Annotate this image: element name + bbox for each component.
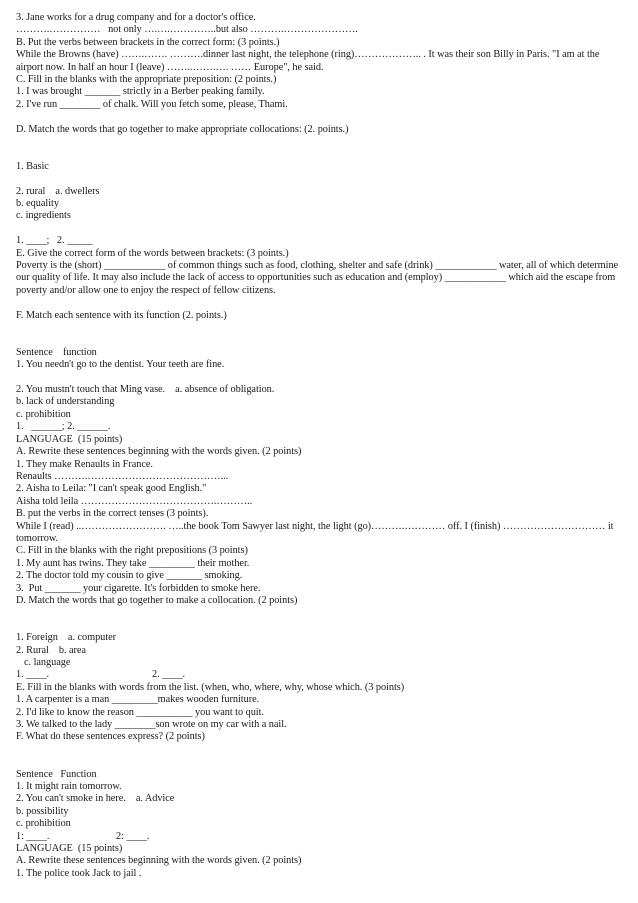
spacer xyxy=(16,111,626,123)
spacer xyxy=(16,372,626,384)
section-heading: A. Rewrite these sentences beginning with the words given. (2 points) xyxy=(16,446,302,458)
text-paragraph: While the Browns (have) …….……. ……….dinner last night, the telephone (ring)……………….. . It was their son Billy in Paris. "I am at the airport now. In half an hour I (leave) ……..…….…. …… Europe", he said. xyxy=(16,49,600,73)
section-heading: A. Rewrite these sentences beginning with the words given. (2 points) xyxy=(16,855,302,867)
spacer xyxy=(16,607,626,632)
section-heading: E. Fill in the blanks with words from the list. (when, who, where, why, whose which. (3 points) xyxy=(16,681,405,693)
text-line: Renaults ……….…………………………………... xyxy=(16,470,229,482)
section-heading: F. What do these sentences express? (2 points) xyxy=(16,731,205,743)
text-line: c. prohibition xyxy=(16,818,71,830)
text-line: 1. Foreign a. computer xyxy=(16,632,116,644)
section-heading: B. Put the verbs between brackets in the correct form: (3 points.) xyxy=(16,36,280,48)
text-line: 1. ______; 2. ______. xyxy=(16,421,111,433)
text-line: c. language xyxy=(24,657,71,668)
section-heading: B. put the verbs in the correct tenses (3 points). xyxy=(16,508,209,520)
text-line: 1. It might rain tomorrow. xyxy=(16,781,122,793)
text-line: 1. A carpenter is a man _________makes wooden furniture. xyxy=(16,694,260,706)
text-line: Sentence Function xyxy=(16,768,97,780)
text-line: c. ingredients xyxy=(16,210,71,222)
text-paragraph: While I (read) ..……………………. …..the book Tom Sawyer last night, the light (go)……….………… off. I (finish) ………………………… it tomorrow. xyxy=(16,520,614,544)
spacer xyxy=(16,744,626,769)
section-heading: LANGUAGE (15 points) xyxy=(16,843,123,855)
section-heading: D. Match the words that go together to make a collocation. (2 points) xyxy=(16,594,298,606)
spacer xyxy=(16,173,626,185)
section-heading: D. Match the words that go together to make appropriate collocations: (2. points.) xyxy=(16,123,349,135)
text-line: 1. You needn't go to the dentist. Your teeth are fine. xyxy=(16,359,225,371)
text-line: Aisha told leila ………………………………….……….. xyxy=(16,495,253,507)
text-paragraph: Poverty is the (short) ____________ of common things such as food, clothing, shelter and safe (drink) ____________ water, all of which determine our quality of life. It may also include the lack of access to opportunities such as education and (employ) ____________ which aid the escape from poverty and/or allow one to enjoy the respect of fellow citizens. xyxy=(16,260,619,296)
text-line: 1. My aunt has twins. They take _________ their mother. xyxy=(16,557,250,569)
answer-line xyxy=(16,669,626,681)
text-line: 3. We talked to the lady ________son wrote on my car with a nail. xyxy=(16,719,287,731)
spacer xyxy=(16,223,626,235)
text-line: 2. rural a. dwellers xyxy=(16,185,100,197)
answer-1: 1: ____. xyxy=(16,830,50,842)
text-line: 2. I'd like to know the reason ___________ you want to quit. xyxy=(16,706,264,718)
spacer xyxy=(16,322,626,347)
answer-2: 2: ____. xyxy=(116,830,150,842)
text-line: 2. You can't smoke in here. a. Advice xyxy=(16,793,175,805)
text-line: 2. Aisha to Leila: "I can't speak good English." xyxy=(16,483,207,495)
section-heading: F. Match each sentence with its function (2. points.) xyxy=(16,309,227,321)
answer-2: 2. ____. xyxy=(152,669,186,681)
text-line: c. prohibition xyxy=(16,408,71,420)
text-line: 2. The doctor told my cousin to give _______ smoking. xyxy=(16,570,243,582)
text-line: 3. Put _______ your cigarette. It's forbidden to smoke here. xyxy=(16,582,261,594)
section-heading: C. Fill in the blanks with the appropriate preposition: (2 points.) xyxy=(16,74,277,86)
text-line: 1. ____; 2. _____ xyxy=(16,235,93,247)
text-line: Sentence function xyxy=(16,346,97,358)
text-line: ……….…………… not only ….….…………..but also ……….…………………. xyxy=(16,24,358,36)
text-line: b. equality xyxy=(16,198,59,210)
text-line: 2. Rural b. area xyxy=(16,644,86,656)
answer-1: 1. ____. xyxy=(16,669,50,681)
section-heading: C. Fill in the blanks with the right prepositions (3 points) xyxy=(16,545,248,557)
section-heading: E. Give the correct form of the words between brackets: (3 points.) xyxy=(16,247,289,259)
text-line: b. possibility xyxy=(16,805,69,817)
text-line: 1. The police took Jack to jail . xyxy=(16,867,142,879)
spacer xyxy=(16,297,626,309)
text-line: b. lack of understanding xyxy=(16,396,115,408)
spacer xyxy=(16,136,626,161)
section-heading: LANGUAGE (15 points) xyxy=(16,433,123,445)
answer-line xyxy=(16,831,626,843)
text-line: 1. Basic xyxy=(16,160,49,172)
text-line: 2. You mustn't touch that Ming vase. a. absence of obligation. xyxy=(16,384,275,396)
text-line: 2. I've run ________ of chalk. Will you fetch some, please, Thami. xyxy=(16,98,288,110)
text-line: 1. I was brought _______ strictly in a Berber peaking family. xyxy=(16,86,265,98)
text-line: 3. Jane works for a drug company and for a doctor's office. xyxy=(16,12,256,23)
text-line: 1. They make Renaults in France. xyxy=(16,458,153,470)
